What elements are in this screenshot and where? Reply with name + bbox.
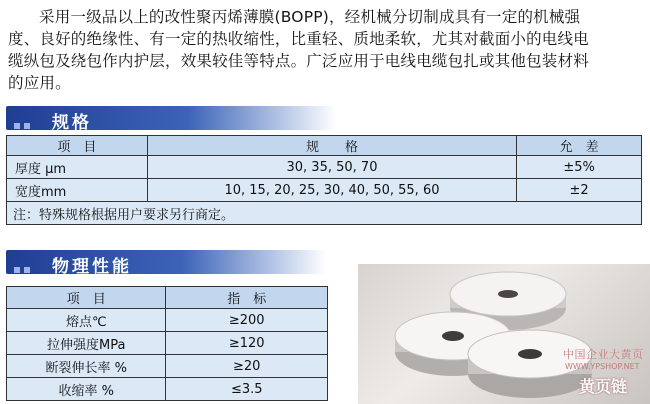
- watermark-cn: 中国企业大黄页: [563, 348, 644, 361]
- spec-row-tolerance: ±2: [517, 179, 642, 202]
- physical-row-item: 拉伸强度MPa: [7, 332, 166, 355]
- physical-row-item: 断裂伸长率 %: [7, 355, 166, 378]
- physical-row-value: ≥120: [166, 332, 328, 355]
- table-row: [7, 355, 328, 378]
- spec-header-item: 项 目: [7, 136, 148, 156]
- spec-section-header: [6, 106, 336, 133]
- physical-row-value: ≥200: [166, 309, 328, 332]
- section-bullet-icon: [14, 114, 34, 133]
- watermark-logo: 黄页链: [579, 377, 628, 396]
- intro-line-1: 采用一级品以上的改性聚丙烯薄膜(BOPP)，经机械分切制成具有一定的机械强: [39, 8, 581, 26]
- physical-header-value: 指 标: [166, 287, 328, 309]
- spec-row-spec: 30, 35, 50, 70: [147, 156, 516, 179]
- table-row: [7, 179, 642, 202]
- spec-note: 注：特殊规格根据用户要求另行商定。: [7, 202, 642, 225]
- watermark-url: WWW.YPSHOP.NET: [565, 362, 640, 371]
- physical-row-value: ≤3.5: [166, 378, 328, 401]
- product-photo: [358, 264, 650, 404]
- spec-row-item: 宽度mm: [7, 179, 148, 202]
- spec-header-tolerance: 允 差: [517, 136, 642, 156]
- physical-properties-table: [6, 286, 328, 401]
- section-bullet-icon: [14, 258, 34, 277]
- intro-line-3: 缆纵包及绕包作内护层，效果较佳等特点。广泛应用于电线电缆包扎或其他包装材料: [8, 52, 589, 70]
- intro-paragraph: [8, 6, 644, 94]
- table-row: [7, 332, 328, 355]
- table-row: [7, 378, 328, 401]
- spec-row-spec: 10, 15, 20, 25, 30, 40, 50, 55, 60: [147, 179, 516, 202]
- intro-line-4: 的应用。: [8, 74, 71, 92]
- physical-row-item: 收缩率 %: [7, 378, 166, 401]
- spec-section-title: 规格: [52, 113, 92, 133]
- table-row: [7, 309, 328, 332]
- table-row: [7, 156, 642, 179]
- spec-row-item: 厚度 μm: [7, 156, 148, 179]
- spec-row-tolerance: ±5%: [517, 156, 642, 179]
- spec-table-header-row: [7, 136, 642, 156]
- physical-section-header: [6, 250, 326, 277]
- physical-table-header-row: [7, 287, 328, 309]
- spec-header-spec: 规 格: [147, 136, 516, 156]
- physical-row-item: 熔点℃: [7, 309, 166, 332]
- spec-table: [6, 135, 642, 225]
- physical-section-title: 物理性能: [52, 257, 132, 277]
- physical-row-value: ≥20: [166, 355, 328, 378]
- spec-note-row: [7, 202, 642, 225]
- intro-line-2: 度、良好的绝缘性、有一定的热收缩性，比重轻、质地柔软，尤其对截面小的电线电: [8, 30, 589, 48]
- physical-header-item: 项 目: [7, 287, 166, 309]
